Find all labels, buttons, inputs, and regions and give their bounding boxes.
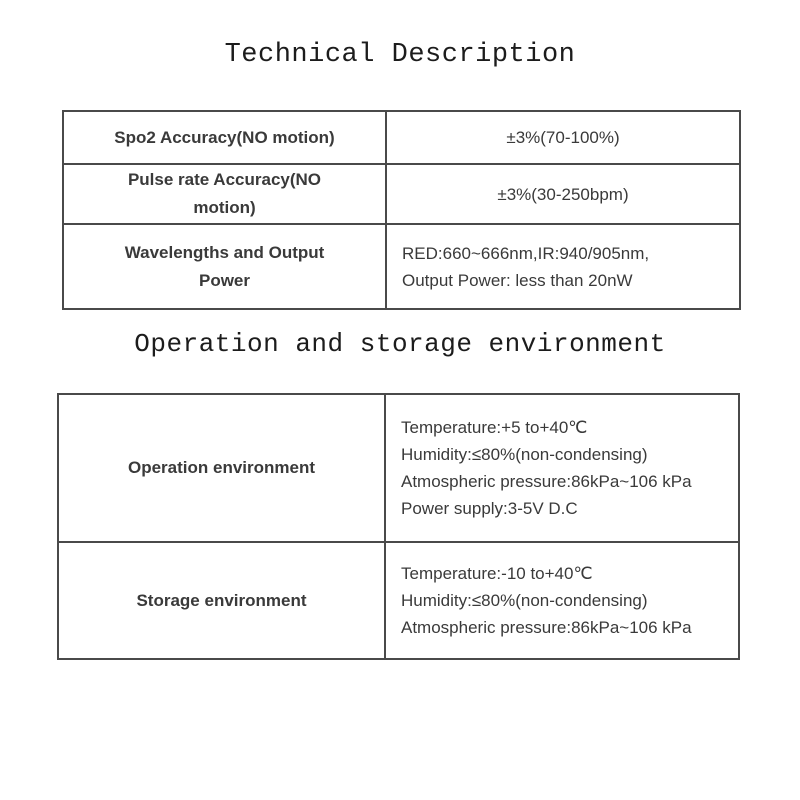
table-row <box>58 394 739 542</box>
row-value-pulse-rate-accuracy <box>386 164 740 224</box>
value-line: ±3%(30-250bpm) <box>497 184 629 204</box>
row-label-wavelengths-output-power: Wavelengths and Output Power <box>63 224 386 309</box>
row-label-operation-environment: Operation environment <box>58 394 385 542</box>
row-label-pulse-rate-accuracy: Pulse rate Accuracy(NO motion) <box>63 164 386 224</box>
value-line: ±3%(70-100%) <box>506 128 620 147</box>
row-value-operation-environment <box>385 394 739 542</box>
value-line: Power supply:3-5V D.C <box>401 499 578 518</box>
value-line: Humidity:≤80%(non-condensing) <box>401 445 648 464</box>
row-label-spo2-accuracy: Spo2 Accuracy(NO motion) <box>63 111 386 164</box>
row-value-storage-environment <box>385 542 739 659</box>
row-value-spo2-accuracy <box>386 111 740 164</box>
operation-storage-environment-heading: Operation and storage environment <box>134 329 666 359</box>
environment-table <box>57 393 740 660</box>
value-line: Temperature:+5 to+40℃ <box>401 418 588 437</box>
value-line: Temperature:-10 to+40℃ <box>401 564 593 583</box>
technical-description-table <box>62 110 741 310</box>
technical-description-heading: Technical Description <box>224 40 576 70</box>
value-line: Atmospheric pressure:86kPa~106 kPa <box>401 618 692 637</box>
row-label-storage-environment: Storage environment <box>58 542 385 659</box>
value-line: Output Power: less than 20nW <box>402 270 633 290</box>
value-line: Humidity:≤80%(non-condensing) <box>401 591 648 610</box>
row-value-wavelengths-output-power <box>386 224 740 309</box>
table-row <box>58 542 739 659</box>
table-row <box>63 224 740 309</box>
value-line: RED:660~666nm,IR:940/905nm, <box>402 243 650 263</box>
table-row <box>63 111 740 164</box>
table-row <box>63 164 740 224</box>
value-line: Atmospheric pressure:86kPa~106 kPa <box>401 472 692 491</box>
